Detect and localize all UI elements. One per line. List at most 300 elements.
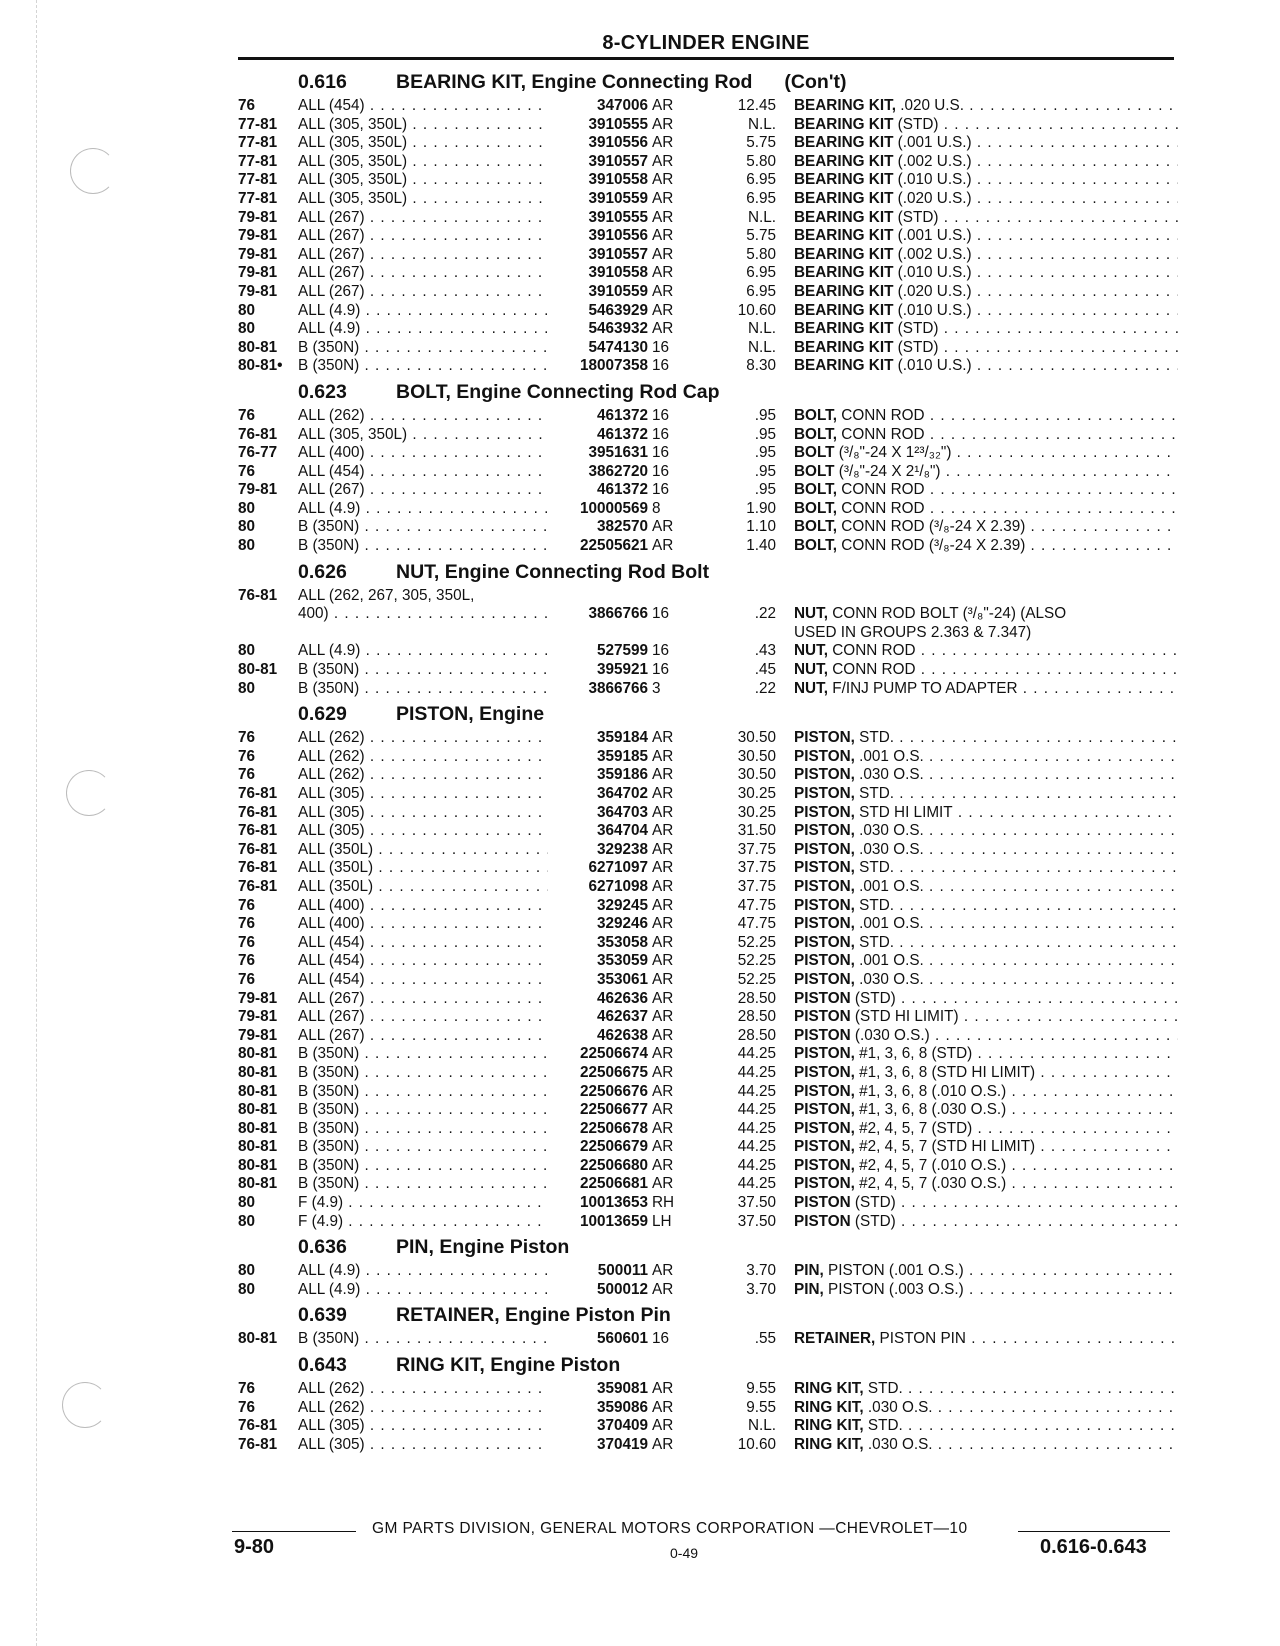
- section-title: RING KIT, Engine Piston: [396, 1354, 621, 1377]
- quantity: 16: [652, 444, 670, 462]
- description-noun: NUT,: [794, 642, 828, 660]
- model-year: 76: [238, 766, 256, 784]
- quantity: AR: [652, 989, 674, 1007]
- description-detail: (³/₈"-24 X 1²³/₃₂"): [834, 444, 952, 462]
- quantity: AR: [652, 933, 674, 951]
- description-noun: PISTON,: [794, 1082, 855, 1100]
- model-year: 80: [238, 1262, 256, 1280]
- price: 1.40: [746, 537, 776, 555]
- description: [794, 537, 1178, 556]
- description-detail: USED IN GROUPS 2.363 & 7.347): [794, 623, 1032, 641]
- model-year: 80: [238, 537, 256, 555]
- part-number: 3951631: [548, 444, 648, 463]
- description-noun: PISTON,: [794, 785, 855, 802]
- model-year: 76: [238, 896, 256, 914]
- application: ALL (262) . . .: [298, 407, 558, 426]
- part-number: 329246: [548, 915, 648, 934]
- price: 8.30: [746, 357, 776, 375]
- description: [794, 1045, 1178, 1064]
- description-noun: PISTON,: [794, 915, 855, 933]
- part-row: [238, 1008, 1178, 1027]
- description: [794, 766, 1178, 785]
- section-header: [238, 1231, 1178, 1262]
- description: [794, 153, 1178, 172]
- quantity: AR: [652, 785, 674, 802]
- part-row: [238, 878, 1178, 897]
- part-row: [238, 587, 1178, 606]
- description: [794, 1194, 1178, 1213]
- quantity: 16: [652, 481, 670, 499]
- model-year: 76: [238, 915, 256, 933]
- part-number: 5463932: [548, 320, 648, 339]
- description-detail: (.002 U.S.): [893, 245, 972, 263]
- price: 52.25: [737, 952, 776, 970]
- part-number: 22505621: [548, 537, 648, 556]
- description: [794, 1083, 1178, 1102]
- part-number: 3910558: [548, 264, 648, 283]
- section-header: [238, 698, 1178, 729]
- part-number: 3910559: [548, 283, 648, 302]
- description-noun: BOLT,: [794, 406, 838, 424]
- part-row: [238, 116, 1178, 135]
- description-detail: (.020 U.S.): [893, 282, 972, 300]
- description-noun: RING KIT,: [794, 1380, 864, 1398]
- description-detail: #2, 4, 5, 7 (.030 O.S.): [854, 1175, 1007, 1193]
- description-noun: BEARING KIT: [794, 208, 894, 226]
- application: ALL (267) . . .: [298, 1008, 558, 1027]
- part-number: 364702: [548, 785, 648, 804]
- description: [794, 339, 1178, 358]
- price: .95: [754, 444, 776, 462]
- description-noun: BOLT,: [794, 499, 838, 517]
- description-detail: CONN ROD: [828, 661, 916, 679]
- quantity: 16: [652, 462, 670, 480]
- price: .95: [754, 406, 776, 424]
- model-year: 76: [238, 952, 256, 970]
- description-detail: .030 O.S.: [854, 840, 924, 858]
- price: 30.25: [737, 785, 776, 802]
- part-number: 347006: [548, 97, 648, 116]
- description-noun: PISTON,: [794, 1138, 855, 1156]
- part-number: 3866766: [548, 605, 648, 624]
- description: [794, 444, 1178, 463]
- section-header: [238, 376, 1178, 407]
- quantity: AR: [652, 320, 674, 338]
- quantity: 8: [652, 499, 661, 517]
- part-number: 364704: [548, 822, 648, 841]
- price: 9.55: [746, 1380, 776, 1398]
- price: 3.70: [746, 1262, 776, 1280]
- model-year: 77-81: [238, 115, 278, 133]
- section-header: [238, 1299, 1178, 1330]
- model-year: 80-81: [238, 1101, 278, 1119]
- quantity: AR: [652, 1417, 674, 1435]
- description: [794, 1027, 1178, 1046]
- part-number: 22506681: [548, 1175, 648, 1194]
- description: [794, 952, 1178, 971]
- description: [794, 1281, 1178, 1300]
- model-year: 76-81: [238, 586, 278, 604]
- quantity: AR: [652, 301, 674, 319]
- price: 6.95: [746, 171, 776, 189]
- description: [794, 971, 1178, 990]
- part-number: 382570: [548, 518, 648, 537]
- model-year: 80-81: [238, 661, 278, 679]
- part-number: 3910555: [548, 116, 648, 135]
- description-detail: .030 O.S.: [863, 1435, 933, 1453]
- part-number: 353061: [548, 971, 648, 990]
- description-detail: .001 O.S.: [854, 915, 924, 933]
- model-year: 76: [238, 97, 256, 114]
- description-noun: NUT,: [794, 661, 828, 679]
- quantity: AR: [652, 1082, 674, 1100]
- part-row: [238, 1101, 1178, 1120]
- part-number: 6271098: [548, 878, 648, 897]
- description-noun: PISTON,: [794, 840, 855, 858]
- description-detail: STD.: [854, 785, 895, 802]
- part-number: 10013653: [548, 1194, 648, 1213]
- description-noun: PISTON,: [794, 729, 855, 747]
- description-detail: #1, 3, 6, 8 (.030 O.S.): [854, 1101, 1007, 1119]
- model-year: 80-81•: [238, 357, 283, 375]
- description-noun: PISTON,: [794, 877, 855, 895]
- part-number: 395921: [548, 661, 648, 680]
- description: [794, 1399, 1178, 1418]
- section-title: RETAINER, Engine Piston Pin: [396, 1304, 671, 1327]
- model-year: 76: [238, 406, 256, 424]
- model-year: 77-81: [238, 152, 278, 170]
- price: .95: [754, 462, 776, 480]
- model-year: 80: [238, 301, 256, 319]
- punch-hole: [66, 770, 112, 816]
- section-number: 0.639: [298, 1304, 347, 1327]
- price: 5.75: [746, 134, 776, 152]
- description-noun: PISTON: [794, 1212, 851, 1230]
- part-number: 329238: [548, 841, 648, 860]
- application: ALL (4.9) . . .: [298, 320, 558, 339]
- model-year: 79-81: [238, 282, 278, 300]
- page-title: 8-CYLINDER ENGINE: [602, 32, 810, 54]
- description-detail: (.010 U.S.): [893, 301, 972, 319]
- section-number: 0.616: [298, 71, 347, 93]
- description-noun: BOLT: [794, 444, 835, 462]
- part-row: [238, 897, 1178, 916]
- description-noun: PISTON,: [794, 1045, 855, 1063]
- model-year: 80-81: [238, 338, 278, 356]
- description-detail: STD.: [854, 859, 895, 877]
- model-year: 80-81: [238, 1063, 278, 1081]
- part-row: [238, 785, 1178, 804]
- description: [794, 822, 1178, 841]
- section-header: [238, 1349, 1178, 1380]
- description-noun: PISTON: [794, 989, 851, 1007]
- model-year: 77-81: [238, 171, 278, 189]
- model-year: 79-81: [238, 245, 278, 263]
- application: ALL (267) . . .: [298, 481, 558, 500]
- quantity: AR: [652, 227, 674, 245]
- description-detail: STD.: [854, 729, 895, 747]
- price: 47.75: [737, 896, 776, 914]
- part-row: [238, 537, 1178, 556]
- part-row: [238, 971, 1178, 990]
- description-detail: .030 O.S.: [854, 822, 924, 840]
- application: ALL (454) . . .: [298, 463, 558, 482]
- quantity: AR: [652, 1398, 674, 1416]
- description: [794, 320, 1178, 339]
- application: ALL (305, 350L) . . .: [298, 190, 558, 209]
- part-number: 22506680: [548, 1157, 648, 1176]
- application: ALL (4.9) . . .: [298, 1262, 558, 1281]
- description: [794, 1213, 1178, 1232]
- model-year: 79-81: [238, 481, 278, 499]
- model-year: 79-81: [238, 227, 278, 245]
- part-number: 10013659: [548, 1213, 648, 1232]
- description-noun: BEARING KIT: [794, 264, 894, 282]
- price: 1.10: [746, 518, 776, 536]
- section-header: [238, 66, 1178, 97]
- quantity: AR: [652, 803, 674, 821]
- price: N.L.: [747, 320, 776, 338]
- part-number: 3910557: [548, 153, 648, 172]
- description: [794, 1417, 1178, 1436]
- description: [794, 1175, 1178, 1194]
- application: B (350N) . . .: [298, 680, 558, 699]
- model-year: 80-81: [238, 1156, 278, 1174]
- description-detail: CONN ROD BOLT (³/₈"-24) (ALSO: [828, 605, 1067, 623]
- price: 1.90: [746, 499, 776, 517]
- description-detail: (.020 U.S.): [893, 189, 972, 207]
- part-row: [238, 766, 1178, 785]
- description-noun: BOLT,: [794, 481, 838, 499]
- quantity: AR: [652, 970, 674, 988]
- description-noun: BEARING KIT: [794, 152, 894, 170]
- description-detail: #1, 3, 6, 8 (STD HI LIMIT): [854, 1063, 1036, 1081]
- quantity: 16: [652, 406, 670, 424]
- quantity: AR: [652, 1435, 674, 1453]
- application: F (4.9) . . .: [298, 1213, 558, 1232]
- description-noun: PISTON,: [794, 1063, 855, 1081]
- part-number: 353058: [548, 934, 648, 953]
- part-number: 22506679: [548, 1138, 648, 1157]
- part-row: [238, 661, 1178, 680]
- description-noun: PISTON,: [794, 1101, 855, 1119]
- quantity: AR: [652, 1262, 674, 1280]
- price: N.L.: [747, 115, 776, 133]
- price: 44.25: [737, 1175, 776, 1193]
- model-year: 76-81: [238, 425, 278, 443]
- application: B (350N) . . .: [298, 1175, 558, 1194]
- model-year: 80: [238, 518, 256, 536]
- model-year: 76: [238, 462, 256, 480]
- description: [794, 897, 1178, 916]
- quantity: AR: [652, 766, 674, 784]
- part-row: [238, 990, 1178, 1009]
- description-detail: CONN ROD (³/₈-24 X 2.39): [837, 537, 1026, 555]
- model-year: 76-81: [238, 822, 278, 840]
- part-number: 5463929: [548, 302, 648, 321]
- part-number: 359184: [548, 729, 648, 748]
- price: N.L.: [747, 208, 776, 226]
- quantity: 16: [652, 338, 670, 356]
- part-row: [238, 1330, 1178, 1349]
- description-detail: CONN ROD (³/₈-24 X 2.39): [837, 518, 1026, 536]
- description: [794, 426, 1178, 445]
- model-year: 76-81: [238, 1435, 278, 1453]
- description-noun: PISTON,: [794, 952, 855, 970]
- description-detail: (STD HI LIMIT): [850, 1008, 959, 1026]
- part-number: 10000569: [548, 500, 648, 519]
- quantity: AR: [652, 208, 674, 226]
- part-row: [238, 481, 1178, 500]
- description-noun: BEARING KIT: [794, 189, 894, 207]
- part-row: [238, 1138, 1178, 1157]
- description-noun: PIN,: [794, 1280, 824, 1298]
- application: B (350N) . . .: [298, 537, 558, 556]
- price: 44.25: [737, 1156, 776, 1174]
- description: [794, 1138, 1178, 1157]
- application: ALL (267) . . .: [298, 1027, 558, 1046]
- quantity: AR: [652, 171, 674, 189]
- part-row: [238, 190, 1178, 209]
- price: 52.25: [737, 933, 776, 951]
- part-row: [238, 841, 1178, 860]
- price: 37.50: [737, 1212, 776, 1230]
- model-year: 80-81: [238, 1045, 278, 1063]
- price: 44.25: [737, 1045, 776, 1063]
- application: ALL (267) . . .: [298, 283, 558, 302]
- part-number: 3910559: [548, 190, 648, 209]
- description: [794, 804, 1178, 823]
- model-year: 76: [238, 729, 256, 747]
- price: .22: [754, 679, 776, 697]
- description: [794, 171, 1178, 190]
- description: [794, 729, 1178, 748]
- application: ALL (454) . . .: [298, 952, 558, 971]
- application: ALL (350L) . . .: [298, 859, 558, 878]
- price: .22: [754, 605, 776, 623]
- description-detail: (STD): [893, 338, 939, 356]
- part-row: [238, 134, 1178, 153]
- part-number: 359185: [548, 748, 648, 767]
- price: 30.25: [737, 803, 776, 821]
- model-year: 76: [238, 747, 256, 765]
- description: [794, 407, 1178, 426]
- part-row: [238, 209, 1178, 228]
- price: 3.70: [746, 1280, 776, 1298]
- application: ALL (4.9) . . .: [298, 500, 558, 519]
- description-noun: PISTON: [794, 1026, 851, 1044]
- part-row: [238, 153, 1178, 172]
- description-detail: .001 O.S.: [854, 952, 924, 970]
- part-row: [238, 1120, 1178, 1139]
- description-noun: BOLT,: [794, 518, 838, 536]
- description: [794, 680, 1178, 699]
- description-noun: RING KIT,: [794, 1398, 864, 1416]
- quantity: AR: [652, 1101, 674, 1119]
- part-row: [238, 1175, 1178, 1194]
- description-noun: PISTON,: [794, 970, 855, 988]
- part-row: [238, 729, 1178, 748]
- description-detail: (.010 U.S.): [893, 357, 972, 375]
- model-year: 79-81: [238, 1026, 278, 1044]
- quantity: AR: [652, 1119, 674, 1137]
- part-number: 22506678: [548, 1120, 648, 1139]
- application: ALL (267) . . .: [298, 264, 558, 283]
- part-row: [238, 171, 1178, 190]
- application: ALL (262) . . .: [298, 729, 558, 748]
- part-row: [238, 605, 1178, 624]
- section-number: 0.629: [298, 703, 347, 726]
- description-noun: BEARING KIT: [794, 245, 894, 263]
- model-year: 76-81: [238, 859, 278, 877]
- section-title: PIN, Engine Piston: [396, 1236, 570, 1259]
- description: [794, 1330, 1178, 1349]
- part-number: 6271097: [548, 859, 648, 878]
- part-row: [238, 822, 1178, 841]
- footer-rule: [232, 1531, 356, 1532]
- price: 5.80: [746, 152, 776, 170]
- quantity: AR: [652, 264, 674, 282]
- model-year: 77-81: [238, 189, 278, 207]
- part-row: [238, 1262, 1178, 1281]
- part-row: [238, 952, 1178, 971]
- description-noun: RING KIT,: [794, 1417, 864, 1435]
- application: ALL (350L) . . .: [298, 841, 558, 860]
- description-detail: (STD): [893, 115, 939, 133]
- price: 5.80: [746, 245, 776, 263]
- description: [794, 1120, 1178, 1139]
- price: 12.45: [737, 97, 776, 114]
- price: 52.25: [737, 970, 776, 988]
- footer-corporation: GM PARTS DIVISION, GENERAL MOTORS CORPORATION —CHEVROLET—10: [372, 1520, 968, 1537]
- price: .43: [754, 642, 776, 660]
- description: [794, 246, 1178, 265]
- part-row: [238, 264, 1178, 283]
- description: [794, 481, 1178, 500]
- description-detail: STD.: [854, 933, 895, 951]
- description: [794, 1157, 1178, 1176]
- price: 6.95: [746, 264, 776, 282]
- application: ALL (262, 267, 305, 350L,: [298, 586, 475, 604]
- model-year: 76: [238, 1398, 256, 1416]
- description: [794, 463, 1178, 482]
- part-row: [238, 1083, 1178, 1102]
- description: [794, 748, 1178, 767]
- part-number: 3910556: [548, 227, 648, 246]
- quantity: 3: [652, 679, 661, 697]
- part-number: 22506675: [548, 1064, 648, 1083]
- quantity: 16: [652, 642, 670, 660]
- part-number: 359186: [548, 766, 648, 785]
- part-number: 5474130: [548, 339, 648, 358]
- description: [794, 190, 1178, 209]
- part-row: [238, 283, 1178, 302]
- price: N.L.: [747, 1417, 776, 1435]
- description: [794, 500, 1178, 519]
- description-detail: (STD): [893, 320, 939, 338]
- description-noun: BEARING KIT: [794, 115, 894, 133]
- part-row: [238, 357, 1178, 376]
- margin-line: [36, 0, 37, 1646]
- description-noun: BEARING KIT: [794, 134, 894, 152]
- part-number: 22506674: [548, 1045, 648, 1064]
- price: N.L.: [747, 338, 776, 356]
- price: 44.25: [737, 1119, 776, 1137]
- description-noun: BEARING KIT,: [794, 97, 896, 114]
- model-year: 79-81: [238, 264, 278, 282]
- section-title: BOLT, Engine Connecting Rod Cap: [396, 380, 720, 403]
- part-number: 359086: [548, 1399, 648, 1418]
